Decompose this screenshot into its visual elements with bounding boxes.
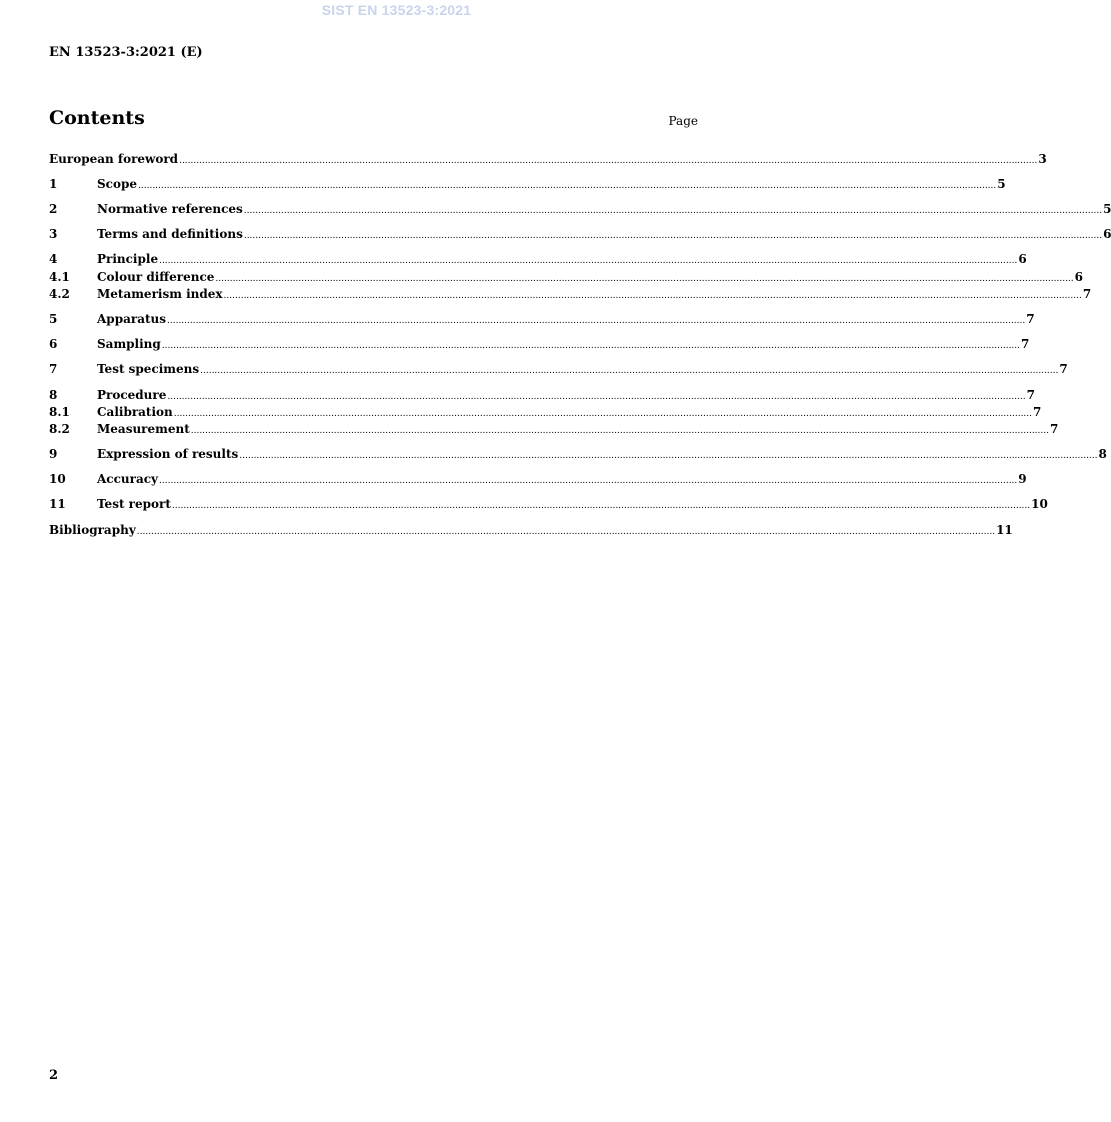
toc-entry-number: 4: [49, 252, 58, 266]
toc-entry[interactable]: [49, 497, 1048, 512]
toc-leader-dots: ............................................................................................................................................................................................................................................................................................................: [190, 426, 1049, 436]
toc-entry-title: Colour difference: [97, 270, 215, 284]
toc-entry-title: Normative references: [97, 202, 243, 216]
toc-entry-title: Procedure: [97, 388, 167, 402]
toc-entry-title: Test report: [97, 497, 171, 511]
toc-leader-dots: ............................................................................................................................................................................................................................................................................................................: [167, 316, 1026, 326]
toc-entry-title: Sampling: [97, 337, 161, 351]
toc-entry-title: Expression of results: [97, 447, 239, 461]
toc-entry-number: 3: [49, 227, 58, 241]
toc-leader-dots: ............................................................................................................................................................................................................................................................................................................: [200, 366, 1059, 376]
toc-entry-page: 6: [1074, 270, 1084, 284]
toc-entry-number: 5: [49, 312, 58, 326]
toc-entry[interactable]: [49, 422, 1059, 437]
toc-entry-title: European foreword: [49, 152, 179, 166]
toc-entry-page: 8: [1098, 447, 1107, 461]
toc-entry-number: 9: [49, 447, 58, 461]
toc-entry-title: Apparatus: [97, 312, 166, 326]
toc-entry-number: 4.2: [49, 287, 70, 301]
toc-entry-title: Metamerism index: [97, 287, 223, 301]
toc-entry-page: 5: [1103, 202, 1111, 216]
toc-entry-page: 6: [1103, 227, 1111, 241]
toc-leader-dots: ............................................................................................................................................................................................................................................................................................................: [136, 527, 996, 537]
toc-entry-title: Calibration: [97, 405, 173, 419]
toc-entry-page: 7: [1033, 405, 1042, 419]
toc-leader-dots: ............................................................................................................................................................................................................................................................................................................: [167, 392, 1026, 402]
toc-entry-title: Principle: [97, 252, 159, 266]
toc-entry[interactable]: [49, 447, 1107, 462]
toc-entry-page: 10: [1031, 497, 1048, 511]
toc-leader-dots: ............................................................................................................................................................................................................................................................................................................: [243, 206, 1103, 216]
toc-entry[interactable]: [49, 152, 1047, 167]
toc-leader-dots: ............................................................................................................................................................................................................................................................................................................: [223, 291, 1082, 301]
toc-entry-number: 7: [49, 362, 58, 376]
toc-entry[interactable]: [49, 287, 1092, 302]
toc-entry[interactable]: [49, 177, 1006, 192]
toc-leader-dots: ............................................................................................................................................................................................................................................................................................................: [243, 231, 1103, 241]
toc-entry-page: 7: [1026, 312, 1035, 326]
toc-entry[interactable]: [49, 227, 1111, 242]
toc-entry[interactable]: [49, 252, 1027, 267]
toc-leader-dots: ............................................................................................................................................................................................................................................................................................................: [159, 476, 1018, 486]
toc-entry-page: 7: [1050, 422, 1059, 436]
toc-leader-dots: ............................................................................................................................................................................................................................................................................................................: [171, 501, 1031, 511]
toc-entry-number: 10: [49, 472, 66, 486]
toc-entry[interactable]: [49, 388, 1035, 403]
toc-entry-page: 7: [1021, 337, 1030, 351]
toc-entry[interactable]: [49, 523, 1013, 538]
toc-entry-page: 7: [1026, 388, 1035, 402]
toc-entry-page: 5: [997, 177, 1006, 191]
toc-leader-dots: ............................................................................................................................................................................................................................................................................................................: [159, 256, 1018, 266]
toc-entry[interactable]: [49, 362, 1068, 377]
toc-entry[interactable]: [49, 472, 1027, 487]
contents-title: Contents: [49, 107, 145, 129]
toc-entry-number: 6: [49, 337, 58, 351]
toc-entry-number: 4.1: [49, 270, 70, 284]
toc-entry-number: 8.2: [49, 422, 70, 436]
toc-leader-dots: ............................................................................................................................................................................................................................................................................................................: [161, 341, 1021, 351]
toc-entry-number: 11: [49, 497, 66, 511]
toc-entry-number: 2: [49, 202, 58, 216]
toc-entry-page: 9: [1018, 472, 1027, 486]
toc-entry-page: 7: [1059, 362, 1068, 376]
toc-entry-page: 11: [996, 523, 1013, 537]
toc-entry[interactable]: [49, 337, 1030, 352]
toc-entry-number: 1: [49, 177, 58, 191]
toc-leader-dots: ............................................................................................................................................................................................................................................................................................................: [173, 409, 1033, 419]
page-number: 2: [49, 1068, 59, 1083]
toc-leader-dots: ............................................................................................................................................................................................................................................................................................................: [239, 451, 1098, 461]
toc-leader-dots: ............................................................................................................................................................................................................................................................................................................: [138, 181, 997, 191]
toc-entry-title: Terms and definitions: [97, 227, 243, 241]
toc-entry-page: 3: [1038, 152, 1047, 166]
toc-entry-title: Accuracy: [97, 472, 159, 486]
toc-leader-dots: ............................................................................................................................................................................................................................................................................................................: [179, 156, 1038, 166]
toc-entry-title: Test specimens: [97, 362, 200, 376]
toc-entry-number: 8: [49, 388, 58, 402]
toc-entry-title: Scope: [97, 177, 138, 191]
toc-entry[interactable]: [49, 312, 1035, 327]
toc-entry-page: 6: [1018, 252, 1027, 266]
toc-entry-number: 8.1: [49, 405, 70, 419]
toc-entry[interactable]: [49, 405, 1042, 420]
document-id: EN 13523-3:2021 (E): [49, 45, 203, 60]
watermark: SIST EN 13523-3:2021: [321, 2, 472, 18]
toc-entry-page: 7: [1082, 287, 1092, 301]
page-column-label: Page: [668, 114, 698, 128]
toc-entry[interactable]: [49, 270, 1084, 285]
toc-entry[interactable]: [49, 202, 1111, 217]
toc-entry-title: Bibliography: [49, 523, 136, 537]
toc-leader-dots: ............................................................................................................................................................................................................................................................................................................: [215, 274, 1074, 284]
toc-entry-title: Measurement: [97, 422, 190, 436]
